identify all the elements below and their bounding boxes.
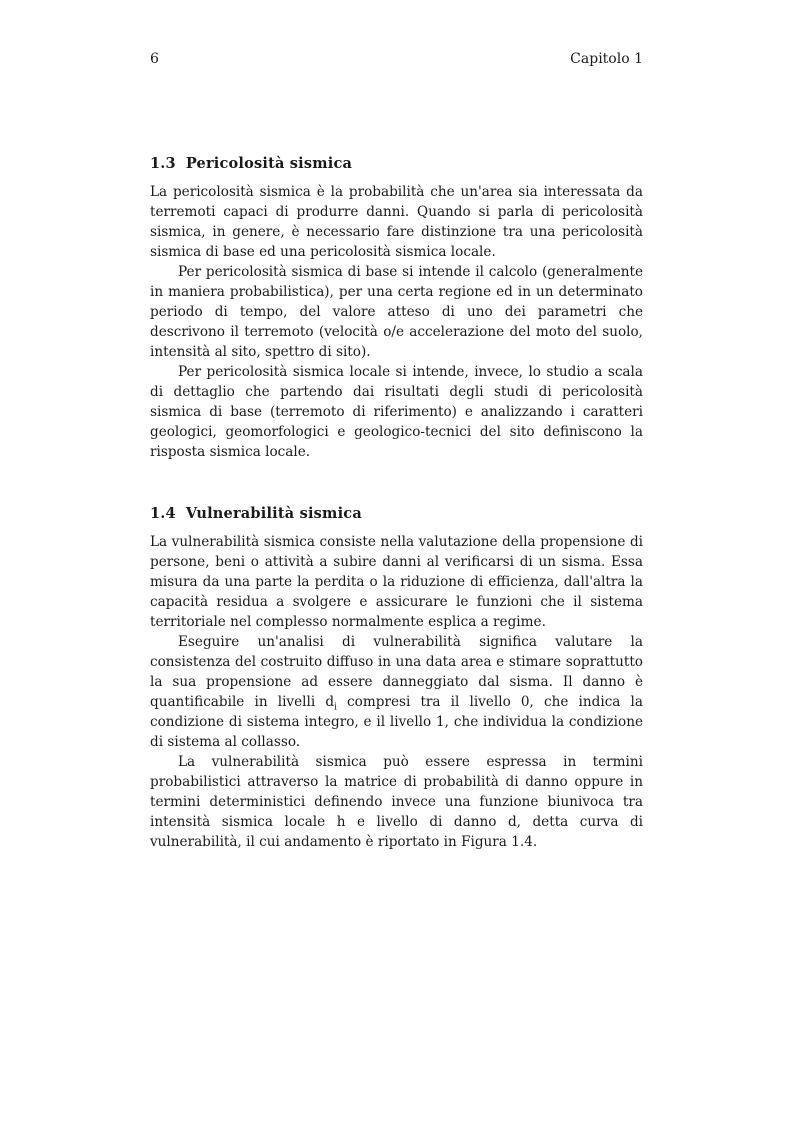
section-heading bbox=[150, 505, 643, 522]
section-title: Vulnerabilità sismica bbox=[185, 505, 362, 522]
paragraph: La pericolosità sismica è la probabilità che un'area sia interessata da terremoti capaci di produrre danni. Quando si parla di pericolosità sismica, in genere, è necessario fare distinzione tra una pericolosità sismica di base ed una pericolosità sismica locale. bbox=[150, 184, 643, 260]
paragraph: Per pericolosità sismica locale si intende, invece, lo studio a scala di dettaglio che partendo dai risultati degli studi di pericolosità sismica di base (terremoto di riferimento) e analizzando i caratteri geologici, geomorfologici e geologico-tecnici del sito definiscono la risposta sismica locale. bbox=[150, 364, 643, 460]
paragraph bbox=[150, 632, 643, 752]
document-page bbox=[150, 0, 643, 1123]
section-number: 1.3 bbox=[150, 155, 176, 172]
page-number: 6 bbox=[150, 51, 159, 67]
paragraph: Per pericolosità sismica di base si intende il calcolo (generalmente in maniera probabilistica), per una certa regione ed in un determinato periodo di tempo, del valore atteso di uno dei parametri che descrivono il terremoto (velocità o/e accelerazione del moto del suolo, intensità al sito, spettro di sito). bbox=[150, 264, 643, 360]
section-vulnerabilita bbox=[150, 505, 643, 852]
section-heading bbox=[150, 155, 643, 172]
paragraph: La vulnerabilità sismica può essere espressa in termini probabilistici attraverso la matrice di probabilità di danno oppure in termini deterministici definendo invece una funzione biunivoca tra intensità sismica locale h e livello di danno d, detta curva di vulnerabilità, il cui andamento è riportato in Figura 1.4. bbox=[150, 754, 643, 850]
chapter-title: Capitolo 1 bbox=[570, 51, 643, 67]
section-pericolosita bbox=[150, 155, 643, 462]
running-header bbox=[150, 51, 643, 67]
paragraph-text: compresi tra il livello 0, che indica la condizione di sistema integro, e il livello 1, che individua la condizione di sistema al collasso. bbox=[150, 694, 643, 750]
paragraph: La vulnerabilità sismica consiste nella valutazione della propensione di persone, beni o attività a subire danni al verificarsi di un sisma. Essa misura da una parte la perdita o la riduzione di efficienza, dall'altra la capacità residua a svolgere e assicurare le funzioni che il sistema territoriale nel complesso normalmente esplica a regime. bbox=[150, 534, 643, 630]
section-title: Pericolosità sismica bbox=[185, 155, 353, 172]
subscript-index: i bbox=[334, 702, 337, 713]
section-number: 1.4 bbox=[150, 505, 176, 522]
paragraph-text: Eseguire un'analisi di vulnerabilità significa valutare la consistenza del costruito diffuso in una data area e stimare soprattutto la sua propensione ad essere danneggiato dal sisma. Il danno è quantificabile in livelli d bbox=[150, 634, 643, 710]
